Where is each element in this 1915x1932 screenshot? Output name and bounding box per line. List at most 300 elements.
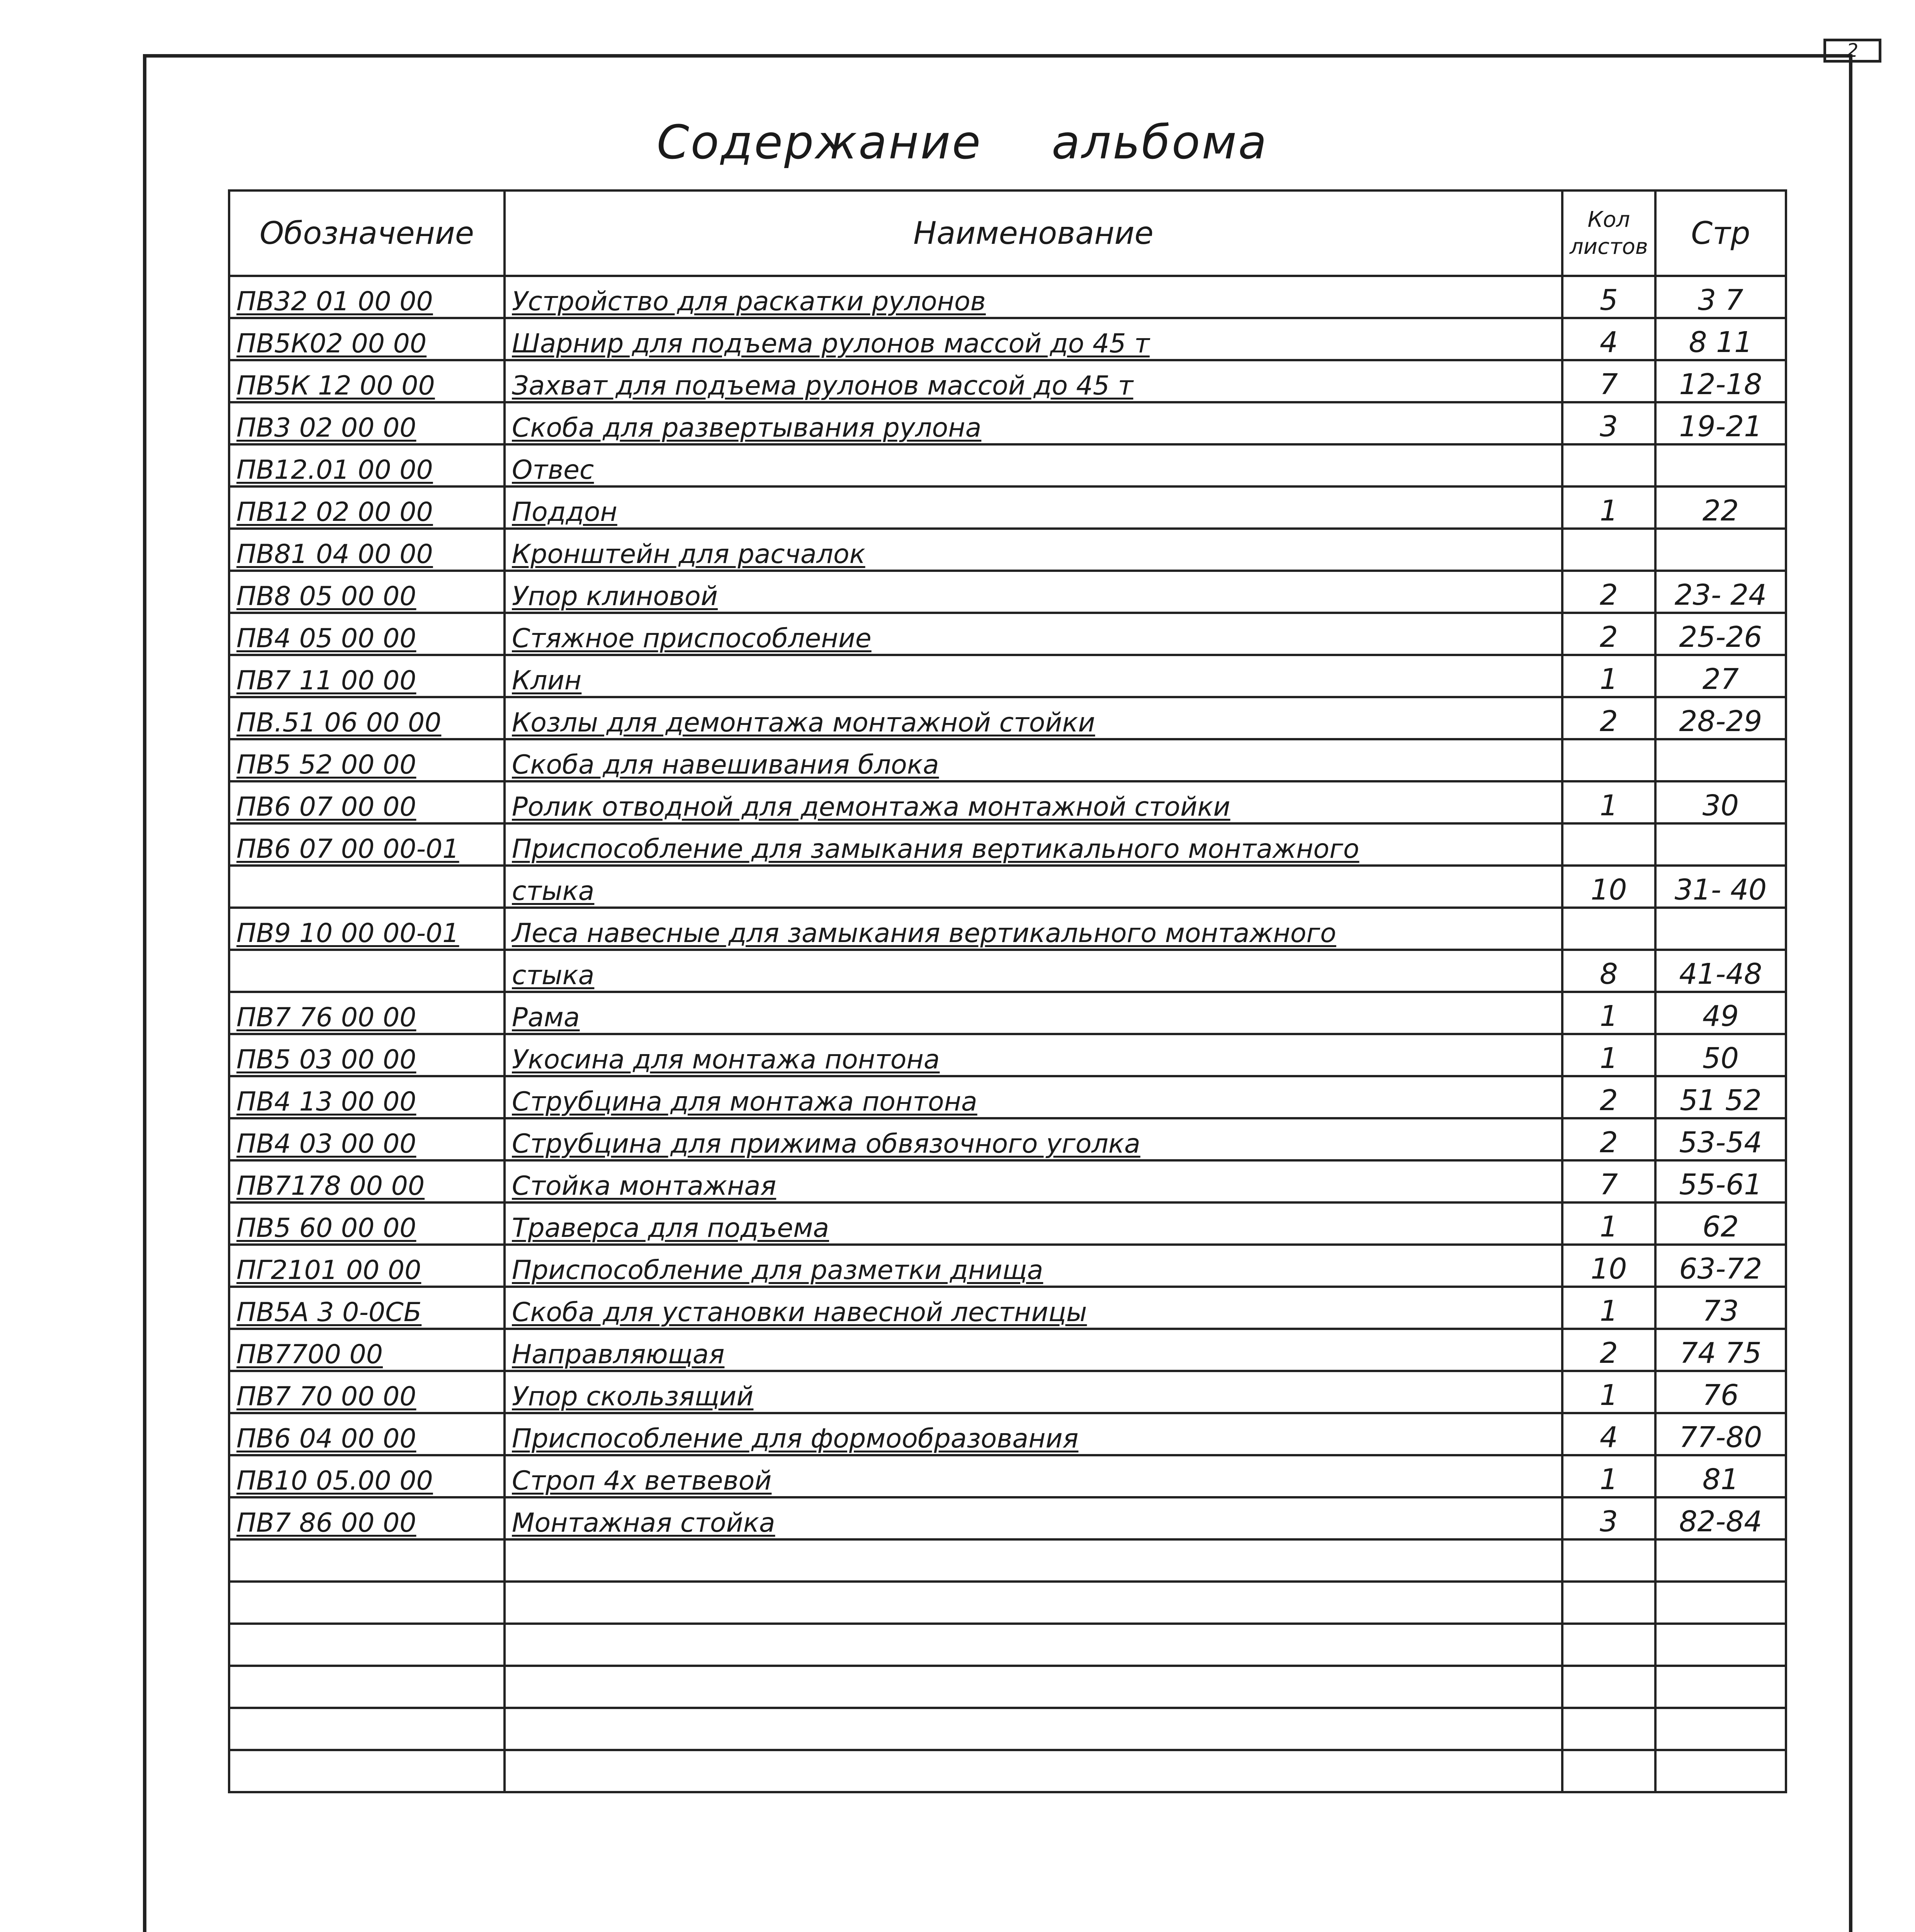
row-pages-text: 22 — [1702, 494, 1739, 527]
table-row — [229, 1118, 1786, 1160]
row-pages — [1655, 1076, 1786, 1118]
row-name-text: стыка — [512, 960, 595, 991]
row-pages — [1655, 318, 1786, 360]
row-name — [505, 402, 1562, 444]
row-pages-text: 28-29 — [1679, 705, 1762, 738]
row-sheets — [1562, 613, 1655, 655]
row-pages — [1655, 866, 1786, 908]
row-name-text: Устройство для раскатки рулонов — [512, 286, 986, 317]
row-code — [229, 1371, 505, 1413]
row-name — [505, 1750, 1562, 1792]
table-row — [229, 1413, 1786, 1455]
row-sheets-text: 10 — [1590, 1252, 1627, 1286]
table-row — [229, 655, 1786, 697]
row-name-text: Клин — [512, 665, 582, 696]
row-name-text: Монтажная стойка — [512, 1508, 775, 1538]
row-code-text: ПВ6 07 00 00-01 — [236, 834, 459, 864]
table-row — [229, 318, 1786, 360]
row-sheets — [1562, 739, 1655, 781]
row-sheets — [1562, 1413, 1655, 1455]
row-sheets — [1562, 1455, 1655, 1497]
table-row — [229, 444, 1786, 486]
row-code-text: ПВ6 07 00 00 — [236, 792, 416, 822]
table-row — [229, 1750, 1786, 1792]
row-name-text: Скоба для установки навесной лестницы — [512, 1297, 1087, 1328]
row-code — [229, 823, 505, 866]
row-sheets-text: 4 — [1599, 326, 1618, 359]
row-sheets — [1562, 950, 1655, 992]
title-word-1: Содержание — [657, 116, 982, 170]
row-code — [229, 1455, 505, 1497]
table-row — [229, 697, 1786, 739]
row-sheets — [1562, 655, 1655, 697]
row-pages — [1655, 1034, 1786, 1076]
row-sheets-text: 10 — [1590, 873, 1627, 906]
row-pages — [1655, 613, 1786, 655]
row-code-text: ПВ7 86 00 00 — [236, 1508, 416, 1538]
table-row — [229, 529, 1786, 571]
row-sheets-text: 2 — [1599, 1084, 1618, 1117]
row-pages — [1655, 697, 1786, 739]
row-sheets — [1562, 1708, 1655, 1750]
row-sheets — [1562, 1076, 1655, 1118]
row-name — [505, 992, 1562, 1034]
row-sheets-text: 4 — [1599, 1421, 1618, 1454]
row-pages — [1655, 1750, 1786, 1792]
row-code — [229, 697, 505, 739]
row-code — [229, 739, 505, 781]
row-sheets — [1562, 276, 1655, 318]
row-pages-text: 27 — [1702, 663, 1739, 696]
row-sheets — [1562, 1160, 1655, 1202]
row-code-text: ПВ5 52 00 00 — [236, 750, 416, 780]
contents-table — [228, 189, 1787, 1793]
row-name-text: Захват для подъема рулонов массой до 45 т — [512, 371, 1133, 401]
row-name — [505, 655, 1562, 697]
row-pages-text: 53-54 — [1679, 1126, 1762, 1159]
row-code — [229, 529, 505, 571]
row-pages — [1655, 1287, 1786, 1329]
header-name: Наименование — [505, 190, 1562, 276]
row-name-text: Шарнир для подъема рулонов массой до 45 т — [512, 328, 1150, 359]
row-code-text: ПВ12.01 00 00 — [236, 455, 433, 485]
table-row — [229, 1160, 1786, 1202]
header-pages: Стр — [1655, 190, 1786, 276]
row-sheets — [1562, 486, 1655, 529]
row-code-text: ПВ5К 12 00 00 — [236, 371, 435, 401]
row-sheets-text: 5 — [1599, 284, 1618, 317]
row-name — [505, 823, 1562, 866]
row-pages — [1655, 1329, 1786, 1371]
row-sheets — [1562, 360, 1655, 402]
row-name — [505, 613, 1562, 655]
row-name — [505, 1708, 1562, 1750]
row-name — [505, 1455, 1562, 1497]
table-row — [229, 486, 1786, 529]
row-pages-text: 62 — [1702, 1210, 1739, 1243]
row-pages — [1655, 1582, 1786, 1624]
row-sheets — [1562, 823, 1655, 866]
row-code — [229, 1413, 505, 1455]
table-row — [229, 571, 1786, 613]
row-name — [505, 1160, 1562, 1202]
table-row — [229, 866, 1786, 908]
row-code — [229, 444, 505, 486]
table-row — [229, 1497, 1786, 1539]
row-name-text: Упор скользящий — [512, 1381, 754, 1412]
row-sheets-text: 1 — [1599, 1294, 1618, 1328]
table-row — [229, 1329, 1786, 1371]
row-code — [229, 908, 505, 950]
row-name — [505, 1666, 1562, 1708]
row-code — [229, 1202, 505, 1245]
row-pages — [1655, 781, 1786, 823]
row-sheets — [1562, 444, 1655, 486]
row-sheets-text: 2 — [1599, 621, 1618, 654]
table-row — [229, 1245, 1786, 1287]
row-pages-text: 12-18 — [1679, 368, 1762, 401]
row-code — [229, 1329, 505, 1371]
row-name — [505, 866, 1562, 908]
row-pages — [1655, 276, 1786, 318]
row-pages-text: 8 11 — [1689, 326, 1753, 359]
row-sheets — [1562, 1202, 1655, 1245]
row-code-text: ПВ3 02 00 00 — [236, 413, 416, 443]
row-sheets — [1562, 1245, 1655, 1287]
table-row — [229, 613, 1786, 655]
row-code-text: ПВ7178 00 00 — [236, 1171, 425, 1201]
row-sheets — [1562, 1750, 1655, 1792]
row-sheets-text: 1 — [1599, 1042, 1618, 1075]
row-sheets — [1562, 1624, 1655, 1666]
row-code — [229, 1708, 505, 1750]
row-sheets-text: 2 — [1599, 1337, 1618, 1370]
row-name — [505, 1118, 1562, 1160]
row-name — [505, 1539, 1562, 1582]
row-pages — [1655, 992, 1786, 1034]
table-row — [229, 950, 1786, 992]
row-name-text: Траверса для подъема — [512, 1213, 829, 1243]
row-pages-text: 81 — [1702, 1463, 1739, 1496]
row-name-text: стыка — [512, 876, 595, 906]
table-row — [229, 1708, 1786, 1750]
row-code-text: ПВ6 04 00 00 — [236, 1423, 416, 1454]
row-name — [505, 1202, 1562, 1245]
row-pages-text: 3 7 — [1698, 284, 1743, 317]
row-code — [229, 571, 505, 613]
row-name-text: Упор клиновой — [512, 581, 718, 612]
row-pages — [1655, 1666, 1786, 1708]
row-pages-text: 19-21 — [1679, 410, 1762, 443]
row-pages — [1655, 1455, 1786, 1497]
row-code-text: ПВ10 05.00 00 — [236, 1466, 433, 1496]
row-code-text: ПВ5А 3 0-0СБ — [236, 1297, 422, 1328]
row-pages-text: 30 — [1702, 789, 1739, 822]
row-code — [229, 1245, 505, 1287]
table-row — [229, 1034, 1786, 1076]
row-name — [505, 1371, 1562, 1413]
row-sheets — [1562, 1118, 1655, 1160]
row-sheets — [1562, 866, 1655, 908]
row-pages — [1655, 950, 1786, 992]
row-pages-text: 63-72 — [1679, 1252, 1762, 1286]
row-pages — [1655, 571, 1786, 613]
row-pages-text: 74 75 — [1679, 1337, 1762, 1370]
row-code — [229, 1118, 505, 1160]
row-pages-text: 49 — [1702, 1000, 1739, 1033]
row-name-text: Козлы для демонтажа монтажной стойки — [512, 707, 1095, 738]
row-code — [229, 866, 505, 908]
row-sheets-text: 1 — [1599, 1463, 1618, 1496]
table-row — [229, 276, 1786, 318]
row-name — [505, 697, 1562, 739]
row-pages — [1655, 1371, 1786, 1413]
row-name-text: Отвес — [512, 455, 594, 485]
table-row — [229, 1624, 1786, 1666]
row-pages-text: 23- 24 — [1674, 578, 1767, 612]
row-pages — [1655, 655, 1786, 697]
header-designation: Обозначение — [229, 190, 505, 276]
row-pages — [1655, 402, 1786, 444]
header-sheets-line1: Кол — [1587, 207, 1630, 232]
row-name-text: Скоба для навешивания блока — [512, 750, 939, 780]
row-sheets — [1562, 992, 1655, 1034]
row-pages — [1655, 486, 1786, 529]
row-code-text: ПВ7700 00 — [236, 1339, 383, 1370]
row-sheets — [1562, 1371, 1655, 1413]
row-pages-text: 25-26 — [1679, 621, 1762, 654]
table-row — [229, 1371, 1786, 1413]
row-code — [229, 318, 505, 360]
row-name-text: Стойка монтажная — [512, 1171, 777, 1201]
row-name-text: Скоба для развертывания рулона — [512, 413, 982, 443]
row-name — [505, 486, 1562, 529]
row-code — [229, 613, 505, 655]
row-name — [505, 1034, 1562, 1076]
row-name — [505, 739, 1562, 781]
row-pages — [1655, 1160, 1786, 1202]
sheet-number: 2 — [1823, 39, 1881, 63]
row-sheets — [1562, 1497, 1655, 1539]
row-pages — [1655, 1118, 1786, 1160]
row-name — [505, 529, 1562, 571]
row-sheets-text: 8 — [1599, 957, 1618, 991]
row-name-text: Укосина для монтажа понтона — [512, 1044, 940, 1075]
table-row — [229, 823, 1786, 866]
row-name — [505, 276, 1562, 318]
row-code-text: ПВ32 01 00 00 — [236, 286, 433, 317]
header-sheets — [1562, 190, 1655, 276]
table-body — [229, 276, 1786, 1792]
row-sheets-text: 2 — [1599, 705, 1618, 738]
row-sheets-text: 1 — [1599, 494, 1618, 527]
row-pages-text: 51 52 — [1679, 1084, 1762, 1117]
row-sheets-text: 1 — [1599, 789, 1618, 822]
row-name — [505, 1497, 1562, 1539]
row-code-text: ПВ5 03 00 00 — [236, 1044, 416, 1075]
row-code — [229, 992, 505, 1034]
row-pages-text: 73 — [1702, 1294, 1739, 1328]
row-sheets-text: 1 — [1599, 1000, 1618, 1033]
row-code-text: ПВ4 05 00 00 — [236, 623, 416, 654]
row-code — [229, 1666, 505, 1708]
row-sheets — [1562, 402, 1655, 444]
row-sheets — [1562, 1034, 1655, 1076]
row-code-text: ПВ81 04 00 00 — [236, 539, 433, 570]
row-code-text: ПВ12 02 00 00 — [236, 497, 433, 527]
table-row — [229, 739, 1786, 781]
row-code — [229, 1076, 505, 1118]
row-code — [229, 1497, 505, 1539]
row-sheets — [1562, 1287, 1655, 1329]
row-code-text: ПВ5К02 00 00 — [236, 328, 427, 359]
row-name — [505, 1624, 1562, 1666]
row-name-text: Стяжное приспособление — [512, 623, 872, 654]
row-pages-text: 31- 40 — [1674, 873, 1767, 906]
row-name-text: Струбцина для монтажа понтона — [512, 1087, 977, 1117]
row-sheets-text: 1 — [1599, 663, 1618, 696]
row-name-text: Ролик отводной для демонтажа монтажной стойки — [512, 792, 1230, 822]
row-sheets-text: 1 — [1599, 1210, 1618, 1243]
row-code — [229, 360, 505, 402]
row-name — [505, 571, 1562, 613]
title-word-2: альбома — [1052, 116, 1268, 170]
row-pages-text: 76 — [1702, 1379, 1739, 1412]
table-row — [229, 1582, 1786, 1624]
row-code-text: ПВ7 11 00 00 — [236, 665, 416, 696]
row-sheets — [1562, 529, 1655, 571]
row-sheets-text: 7 — [1599, 368, 1618, 401]
row-code-text: ПВ7 76 00 00 — [236, 1002, 416, 1033]
row-name — [505, 1582, 1562, 1624]
row-name — [505, 1076, 1562, 1118]
row-name-text: Рама — [512, 1002, 580, 1033]
row-code-text: ПВ9 10 00 00-01 — [236, 918, 459, 949]
row-pages-text: 55-61 — [1679, 1168, 1762, 1201]
row-pages — [1655, 1202, 1786, 1245]
row-sheets-text: 2 — [1599, 578, 1618, 612]
row-name-text: Поддон — [512, 497, 617, 527]
row-code-text: ПВ7 70 00 00 — [236, 1381, 416, 1412]
row-pages — [1655, 1539, 1786, 1582]
row-name — [505, 1329, 1562, 1371]
row-code-text: ПВ4 03 00 00 — [236, 1129, 416, 1159]
row-pages-text: 77-80 — [1679, 1421, 1762, 1454]
row-pages-text: 41-48 — [1679, 957, 1762, 991]
row-code — [229, 276, 505, 318]
row-sheets — [1562, 908, 1655, 950]
row-name-text: Приспособление для разметки днища — [512, 1255, 1043, 1286]
table-row — [229, 908, 1786, 950]
row-sheets-text: 3 — [1599, 1505, 1618, 1538]
row-pages-text: 82-84 — [1679, 1505, 1762, 1538]
row-name-text: Кронштейн для расчалок — [512, 539, 865, 570]
row-pages — [1655, 529, 1786, 571]
row-sheets — [1562, 1539, 1655, 1582]
row-name — [505, 444, 1562, 486]
row-sheets-text: 7 — [1599, 1168, 1618, 1201]
row-pages — [1655, 739, 1786, 781]
row-sheets — [1562, 571, 1655, 613]
row-code-text: ПГ2101 00 00 — [236, 1255, 421, 1286]
row-sheets — [1562, 1666, 1655, 1708]
row-code — [229, 781, 505, 823]
row-pages-text: 50 — [1702, 1042, 1739, 1075]
row-code — [229, 950, 505, 992]
row-code-text: ПВ.51 06 00 00 — [236, 707, 442, 738]
row-name-text: Направляющая — [512, 1339, 725, 1370]
table-row — [229, 1202, 1786, 1245]
row-name — [505, 1413, 1562, 1455]
row-sheets — [1562, 781, 1655, 823]
row-name-text: Струбцина для прижима обвязочного уголка — [512, 1129, 1140, 1159]
row-sheets-text: 2 — [1599, 1126, 1618, 1159]
row-code — [229, 1750, 505, 1792]
row-code — [229, 486, 505, 529]
table-row — [229, 1287, 1786, 1329]
row-code — [229, 1624, 505, 1666]
row-name — [505, 781, 1562, 823]
row-name-text: Приспособление для замыкания вертикального монтажного — [512, 834, 1359, 864]
row-pages — [1655, 823, 1786, 866]
table-row — [229, 1539, 1786, 1582]
table-row — [229, 402, 1786, 444]
row-pages — [1655, 1413, 1786, 1455]
header-sheets-line2: листов — [1570, 234, 1648, 259]
row-sheets-text: 3 — [1599, 410, 1618, 443]
table-row — [229, 1455, 1786, 1497]
row-name — [505, 908, 1562, 950]
row-code — [229, 1034, 505, 1076]
row-code — [229, 1160, 505, 1202]
row-sheets-text: 1 — [1599, 1379, 1618, 1412]
table-header-row — [229, 190, 1786, 276]
row-code-text: ПВ8 05 00 00 — [236, 581, 416, 612]
row-code-text: ПВ4 13 00 00 — [236, 1087, 416, 1117]
row-pages — [1655, 1497, 1786, 1539]
row-sheets — [1562, 1582, 1655, 1624]
row-name — [505, 1287, 1562, 1329]
row-pages — [1655, 444, 1786, 486]
row-code — [229, 402, 505, 444]
row-sheets — [1562, 1329, 1655, 1371]
table-row — [229, 1666, 1786, 1708]
table-row — [229, 992, 1786, 1034]
row-code — [229, 1582, 505, 1624]
row-name-text: Строп 4х ветвевой — [512, 1466, 772, 1496]
row-name — [505, 318, 1562, 360]
row-code — [229, 655, 505, 697]
row-pages — [1655, 1624, 1786, 1666]
table-row — [229, 781, 1786, 823]
row-name-text: Приспособление для формообразования — [512, 1423, 1079, 1454]
page-title — [657, 116, 1268, 170]
row-pages — [1655, 360, 1786, 402]
row-name — [505, 1245, 1562, 1287]
row-pages — [1655, 1245, 1786, 1287]
row-sheets — [1562, 318, 1655, 360]
row-name-text: Леса навесные для замыкания вертикального монтажного — [512, 918, 1336, 949]
row-code-text: ПВ5 60 00 00 — [236, 1213, 416, 1243]
table-row — [229, 360, 1786, 402]
row-name — [505, 950, 1562, 992]
row-name — [505, 360, 1562, 402]
row-pages — [1655, 908, 1786, 950]
row-code — [229, 1287, 505, 1329]
row-code — [229, 1539, 505, 1582]
table-row — [229, 1076, 1786, 1118]
row-sheets — [1562, 697, 1655, 739]
